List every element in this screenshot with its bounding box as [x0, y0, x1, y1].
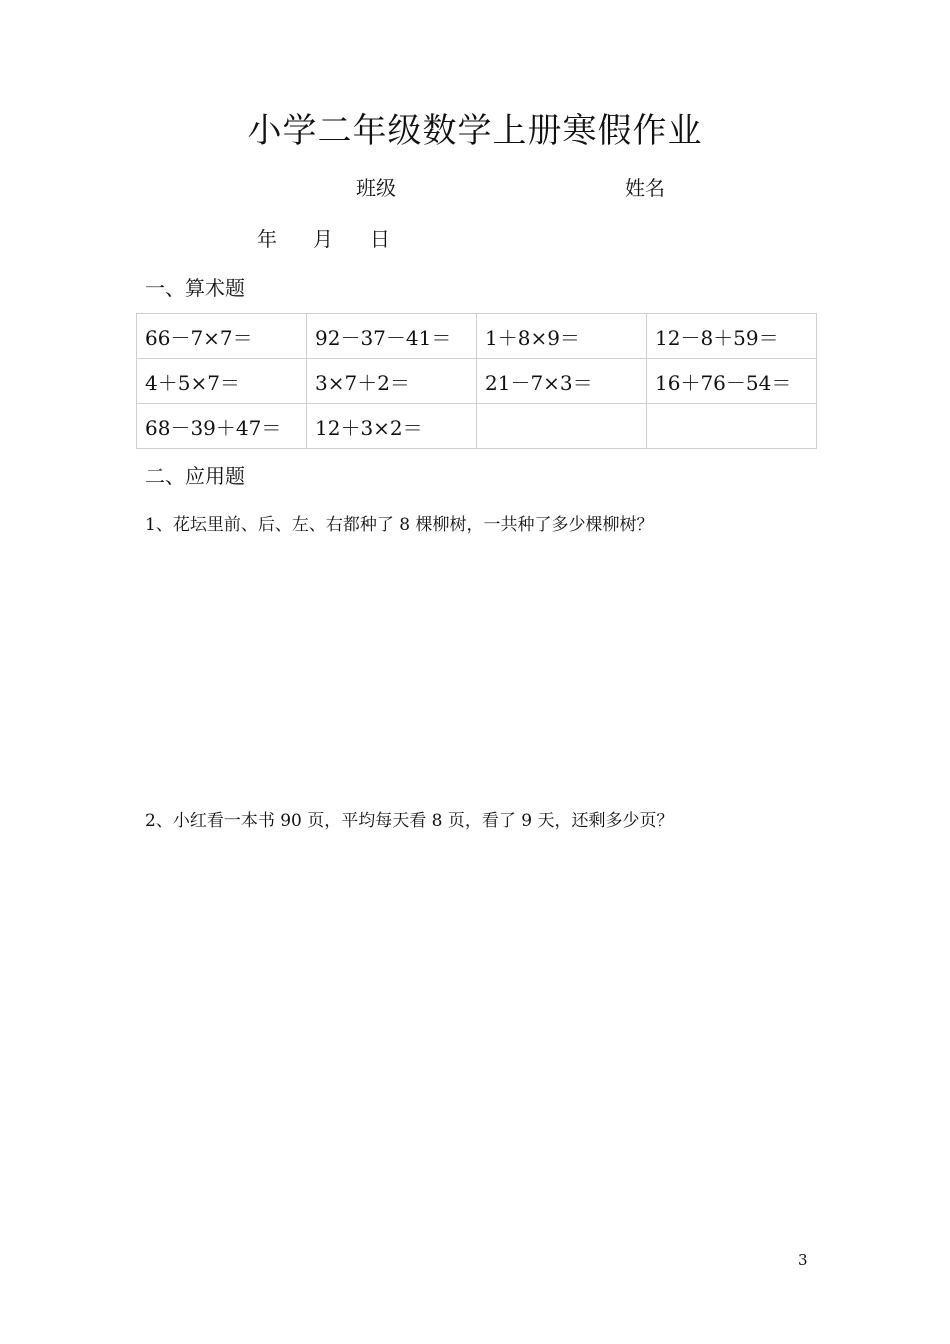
table-cell: [477, 404, 647, 449]
table-cell: 21－7×3＝: [477, 359, 647, 404]
table-cell: 66－7×7＝: [137, 314, 307, 359]
name-label: 姓名: [625, 176, 665, 200]
table-cell: 1＋8×9＝: [477, 314, 647, 359]
page-number: 3: [798, 1251, 808, 1269]
table-cell: 12－8＋59＝: [647, 314, 817, 359]
month-label: 月: [313, 227, 333, 251]
class-label: 班级: [356, 176, 396, 200]
section-heading-word-problems: 二、应用题: [145, 464, 245, 488]
table-row: [137, 404, 817, 449]
table-cell: 68－39＋47＝: [137, 404, 307, 449]
table-cell: [647, 404, 817, 449]
table-cell: 92－37－41＝: [307, 314, 477, 359]
table-cell: 12＋3×2＝: [307, 404, 477, 449]
table-row: [137, 314, 817, 359]
word-problem-1: 1、花坛里前、后、左、右都种了 8 棵柳树，一共种了多少棵柳树？: [145, 515, 654, 535]
year-label: 年: [257, 227, 277, 251]
section-heading-arithmetic: 一、算术题: [145, 276, 245, 300]
word-problem-2: 2、小红看一本书 90 页，平均每天看 8 页，看了 9 天，还剩多少页？: [145, 811, 674, 831]
day-label: 日: [370, 227, 390, 251]
table-cell: 3×7＋2＝: [307, 359, 477, 404]
table-cell: 16＋76－54＝: [647, 359, 817, 404]
table-cell: 4＋5×7＝: [137, 359, 307, 404]
arithmetic-table: [136, 313, 817, 449]
table-row: [137, 359, 817, 404]
page-title: 小学二年级数学上册寒假作业: [247, 111, 703, 151]
